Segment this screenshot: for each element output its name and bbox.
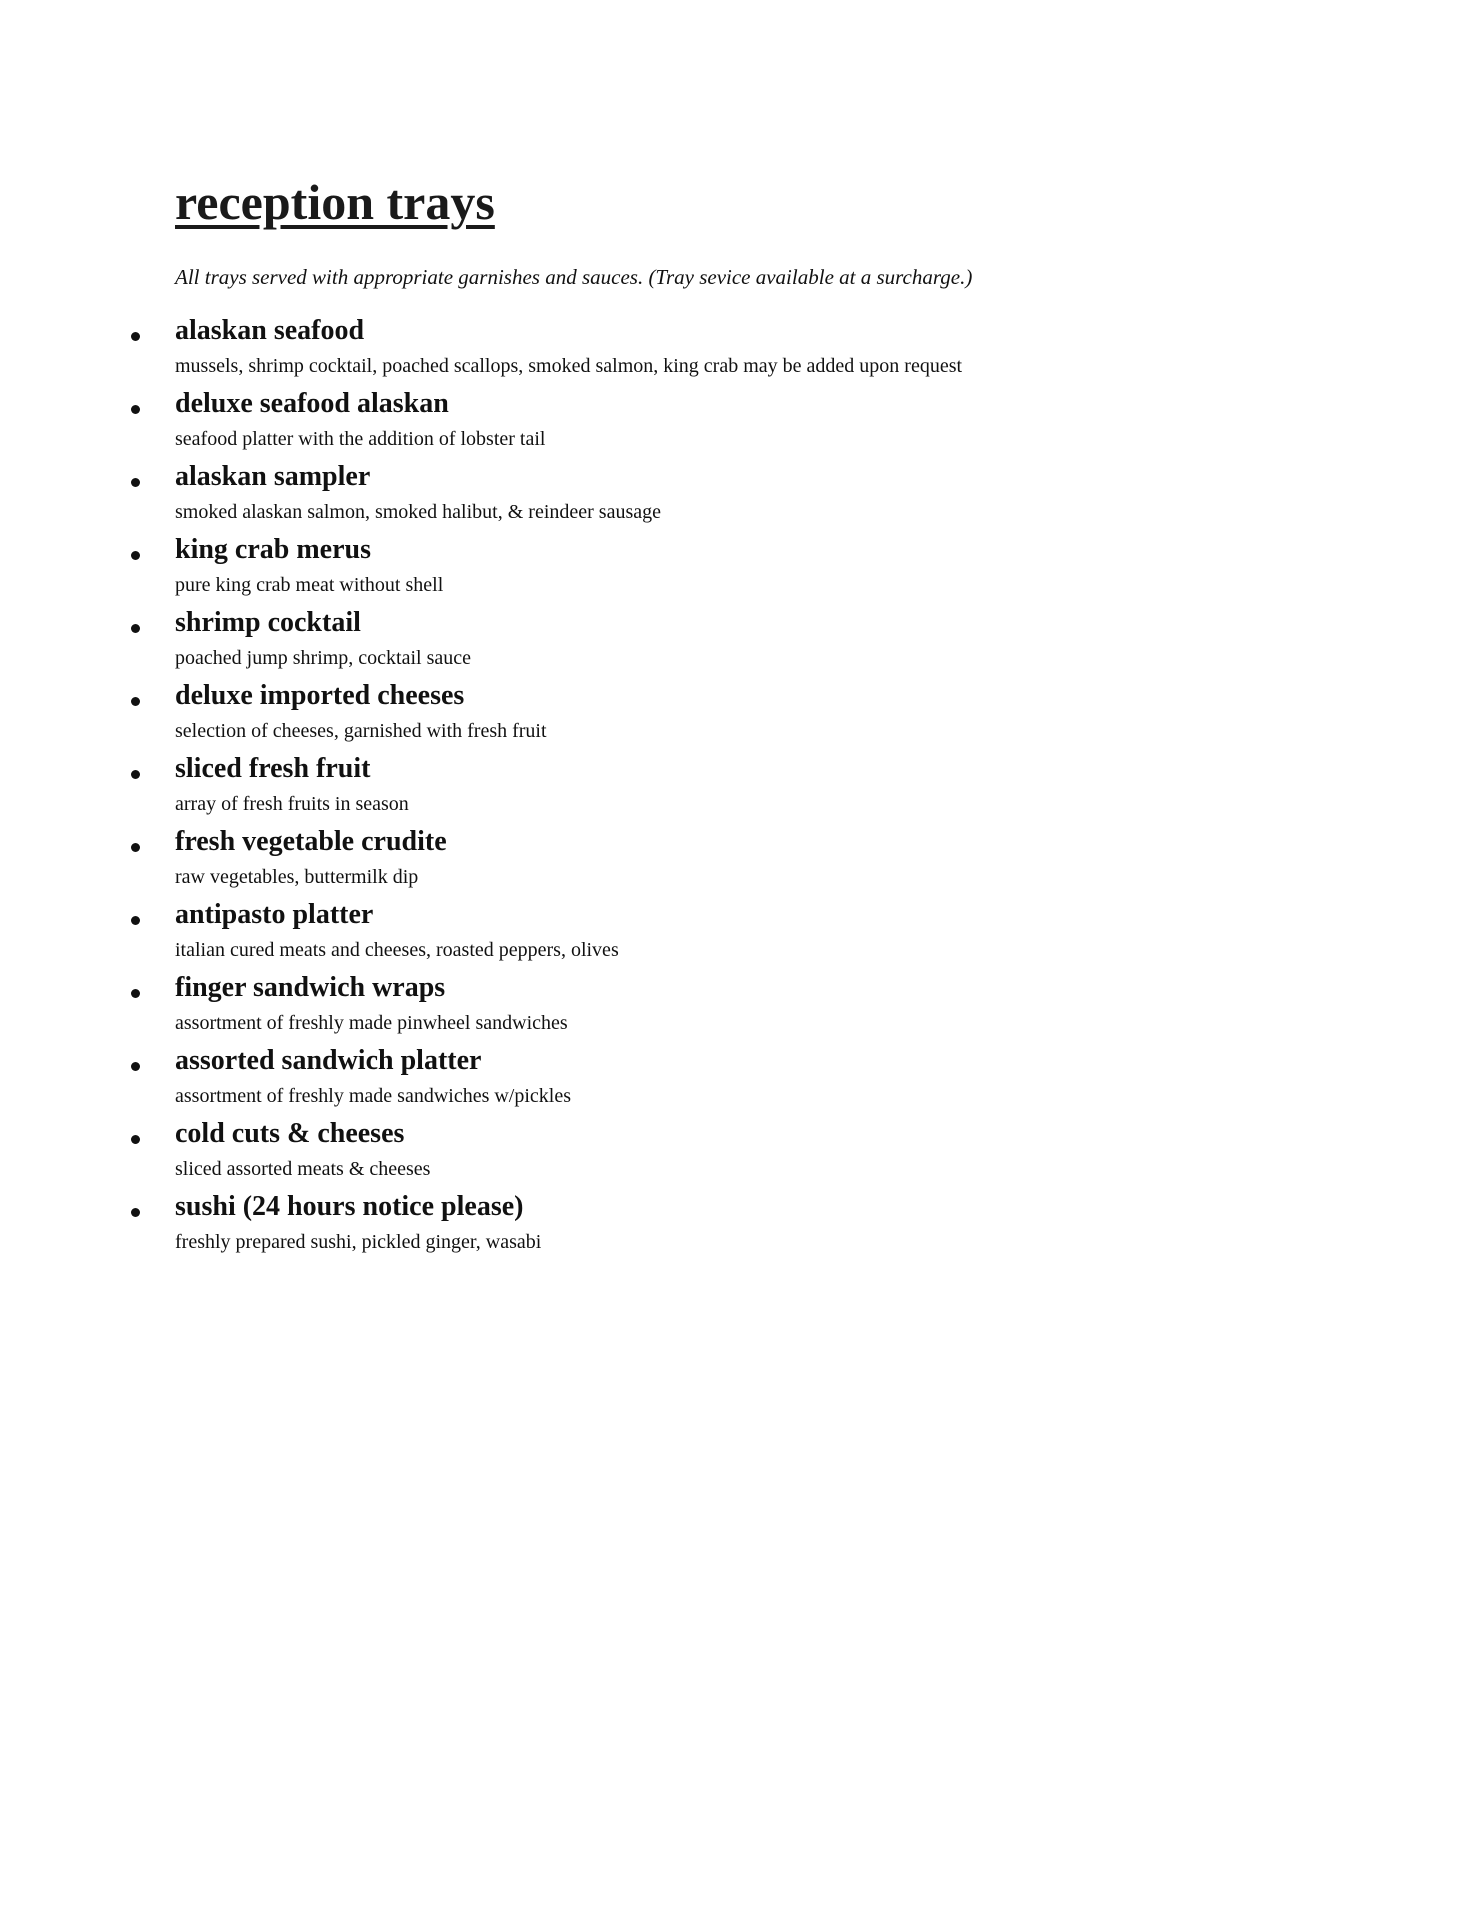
item-description: mussels, shrimp cocktail, poached scallops, smoked salmon, king crab may be added upon request (175, 355, 963, 377)
item-name: sushi (24 hours notice please) (175, 1191, 524, 1222)
item-name: sliced fresh fruit (175, 753, 371, 784)
bullet-icon (131, 1135, 140, 1144)
list-item (0, 750, 1484, 823)
list-item (0, 1115, 1484, 1188)
list-item (0, 677, 1484, 750)
bullet-icon (131, 1062, 140, 1071)
bullet-icon (131, 989, 140, 998)
bullet-icon (131, 332, 140, 341)
list-item (0, 969, 1484, 1042)
item-name: deluxe seafood alaskan (175, 388, 449, 419)
item-name: fresh vegetable crudite (175, 826, 447, 857)
item-name: antipasto platter (175, 899, 374, 930)
list-item (0, 312, 1484, 385)
item-name: deluxe imported cheeses (175, 680, 465, 711)
item-description: pure king crab meat without shell (175, 574, 444, 596)
item-name: alaskan seafood (175, 315, 365, 346)
item-description: sliced assorted meats & cheeses (175, 1158, 431, 1180)
item-description: assortment of freshly made pinwheel sandwiches (175, 1012, 568, 1034)
list-item (0, 604, 1484, 677)
bullet-icon (131, 697, 140, 706)
item-name: king crab merus (175, 534, 371, 565)
bullet-icon (131, 478, 140, 487)
item-description: array of fresh fruits in season (175, 793, 409, 815)
list-item (0, 1042, 1484, 1115)
item-description: selection of cheeses, garnished with fresh fruit (175, 720, 547, 742)
bullet-icon (131, 843, 140, 852)
bullet-icon (131, 770, 140, 779)
item-description: poached jump shrimp, cocktail sauce (175, 647, 472, 669)
list-item (0, 531, 1484, 604)
item-description: smoked alaskan salmon, smoked halibut, & reindeer sausage (175, 501, 661, 523)
page-title: reception trays (175, 174, 495, 230)
item-description: freshly prepared sushi, pickled ginger, wasabi (175, 1231, 542, 1253)
bullet-icon (131, 405, 140, 414)
item-name: cold cuts & cheeses (175, 1118, 405, 1149)
bullet-icon (131, 1208, 140, 1217)
item-name: assorted sandwich platter (175, 1045, 482, 1076)
item-name: finger sandwich wraps (175, 972, 446, 1003)
list-item (0, 385, 1484, 458)
item-description: raw vegetables, buttermilk dip (175, 866, 419, 888)
list-item (0, 823, 1484, 896)
list-item (0, 896, 1484, 969)
intro-note: All trays served with appropriate garnishes and sauces. (Tray sevice available at a surcharge.) (175, 265, 973, 289)
bullet-icon (131, 916, 140, 925)
tray-list (0, 312, 1484, 1261)
bullet-icon (131, 624, 140, 633)
bullet-icon (131, 551, 140, 560)
list-item (0, 458, 1484, 531)
item-description: italian cured meats and cheeses, roasted peppers, olives (175, 939, 619, 961)
item-name: alaskan sampler (175, 461, 371, 492)
item-description: assortment of freshly made sandwiches w/pickles (175, 1085, 572, 1107)
item-description: seafood platter with the addition of lobster tail (175, 428, 546, 450)
list-item (0, 1188, 1484, 1261)
item-name: shrimp cocktail (175, 607, 361, 638)
